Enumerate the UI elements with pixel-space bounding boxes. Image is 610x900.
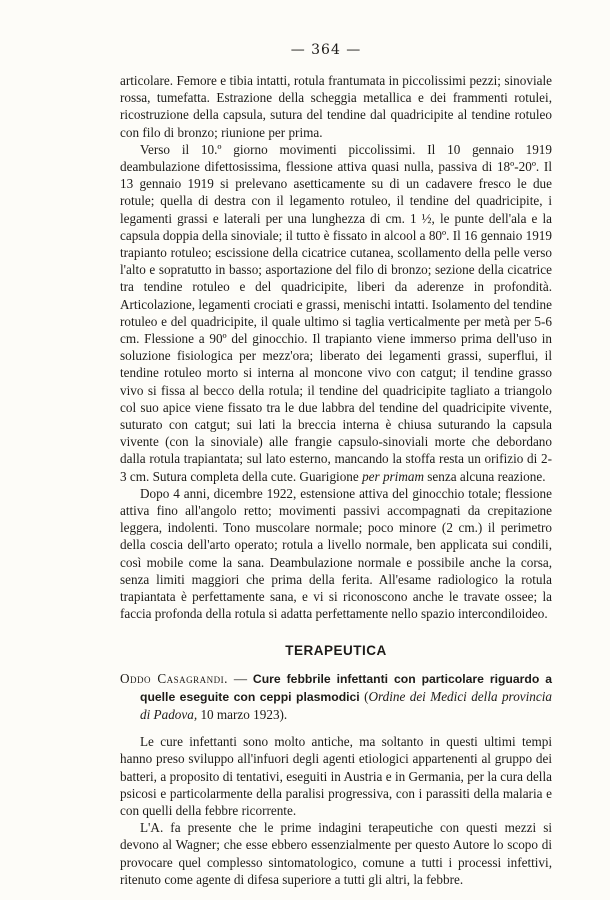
case-report (120, 72, 552, 623)
case-paragraph-3: Dopo 4 anni, dicembre 1922, estensione attiva del ginocchio totale; flessione attiva fino all'angolo retto; movimenti passivi accompagnati da crepitazione leggera, indolenti. Tono muscolare normale; poco minore (2 cm.) il perimetro della coscia dell'arto operato; rotula a livello normale, ben applicata sui condili, così mobile come la sana. Deambulazione normale e possibile anche la corsa, senza limiti maggiori che prima della ferita. All'esame radiologico la rotula trapiantata è perfettamente sana, e vi si riconoscono anche le travate ossee; la faccia profonda della rotula si adatta perfettamente nello spazio intercondiloideo. (120, 485, 552, 622)
citation-dash: — (227, 670, 253, 686)
article-source: Ordine dei Medici della provincia di Padova, (140, 688, 553, 722)
article-title: Cure febbrile infettanti con particolare riguardo a quelle eseguite con ceppi plasmodici (140, 671, 553, 704)
page-number: — 364 — (290, 42, 362, 58)
case-paragraph-1: articolare. Femore e tibia intatti, rotula frantumata in piccolissimi pezzi; sinoviale rossa, tumefatta. Estrazione della scheggia metallica e dei frammenti rotulei, ricostruzione della capsula, sutura del tendine dal quadricipite al tendine rotuleo con filo di bronzo; riunione per prima. (120, 73, 552, 140)
article (120, 670, 552, 888)
source-open: ( (359, 688, 369, 704)
article-date: 10 marzo 1923). (197, 706, 288, 722)
article-citation (120, 670, 552, 724)
article-paragraph-1: Le cure infettanti sono molto antiche, ma soltanto in questi ultimi tempi hanno preso sviluppo all'infuori degli agenti etiologici appartenenti al gruppo dei batteri, a proposito di tentativi, eseguiti in Austria e in Germania, per la cura della psicosi e particolarmente della paralisi progressiva, con i parassiti della malaria e con quelli della febbre ricorrente. (120, 734, 552, 818)
italic-phrase: per primam (362, 468, 424, 484)
article-author: Oddo Casagrandi. (120, 670, 228, 686)
case-paragraph-2-end: senza alcuna reazione. (427, 468, 546, 484)
case-paragraph-2 (120, 141, 552, 485)
article-paragraph-2: L'A. fa presente che le prime indagini terapeutiche con questi mezzi si devono al Wagner; che esse ebbero essenzialmente per questo Autore lo scopo di provocare quel complesso sintomatologico, comune a tutti i processi infettivi, ritenuto come agente di difesa superiore a tutti gli altri, la febbre. (120, 820, 552, 887)
section-heading: TERAPEUTICA (285, 642, 387, 658)
case-paragraph-2-text: Verso il 10.º giorno movimenti piccolissimi. Il 10 gennaio 1919 deambulazione difettosissima, flessione attiva quasi nulla, passiva di 18º-20º. Il 13 gennaio 1919 si prelevano asetticamente su di un cadavere fresco le due rotule; quella di destra con il legamento rotuleo, il tendine del quadricipite, i legamenti grassi e laterali per una lunghezza di cm. 1 ½, le punte dell'ala e la capsula doppia della sinoviale; il tutto è fissato in alcool a 80º. Il 16 gennaio 1919 trapianto rotuleo; escissione della cicatrice cutanea, scollamento della pelle verso l'alto e sopratutto in basso; asportazione del filo di bronzo; sezione della cicatrice tra tendine rotuleo e del quadricipite, liberi da aderenze in profondità. Articolazione, legamenti crociati e grassi, menischi intatti. Isolamento del tendine rotuleo e del quadricipite, il quale ultimo si taglia verticalmente per metà per 5-6 cm. Flessione a 90º del ginocchio. Il trapianto viene immerso prima dell'uso in soluzione fisiologica per mezz'ora; liberato dei legamenti grassi, superflui, il tendine rotuleo morto si interna al moncone vivo con catgut; il tendine grasso vivo si fissa al becco della rotula; il tendine del quadricipite tagliato a triangolo col suo apice viene fissato tra le due labbra del tendine del quadricipite vivente, suturato con catgut; sui lati la breccia interna è chiusa suturando la capsula vivente (con la sinoviale) alle frangie capsulo-sinoviali morte che debordano dalla rotula trapiantata; sul lato esterno, mancando la stoffa resta un orifizio di 2-3 cm. Sutura completa della cute. Guarigione (120, 141, 552, 484)
